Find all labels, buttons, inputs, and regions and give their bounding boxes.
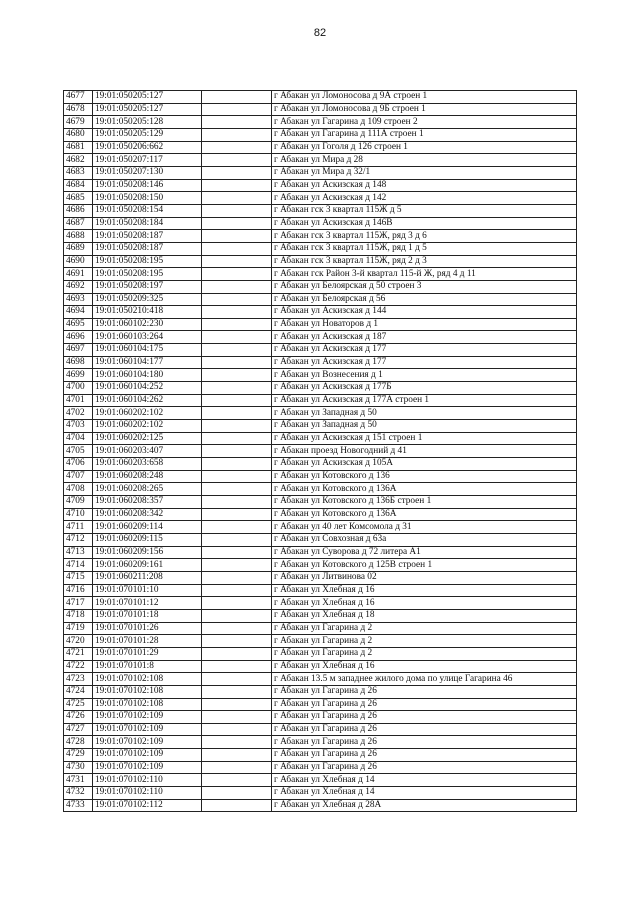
- table-row: [64, 204, 577, 217]
- empty-cell: [202, 711, 272, 724]
- empty-cell: [202, 571, 272, 584]
- cadastral-number-cell: 19:01:070102:109: [93, 736, 202, 749]
- table-row: [64, 647, 577, 660]
- empty-cell: [202, 761, 272, 774]
- empty-cell: [202, 584, 272, 597]
- empty-cell: [202, 787, 272, 800]
- address-cell: г Абакан гск 3 квартал 115Ж д 5: [272, 204, 577, 217]
- row-number-cell: 4714: [64, 559, 93, 572]
- row-number-cell: 4727: [64, 723, 93, 736]
- address-cell: г Абакан ул Аскизская д 148: [272, 179, 577, 192]
- cadastral-number-cell: 19:01:070102:109: [93, 761, 202, 774]
- empty-cell: [202, 420, 272, 433]
- row-number-cell: 4718: [64, 609, 93, 622]
- row-number-cell: 4732: [64, 787, 93, 800]
- empty-cell: [202, 609, 272, 622]
- empty-cell: [202, 356, 272, 369]
- cadastral-number-cell: 19:01:050207:130: [93, 166, 202, 179]
- table-row: [64, 749, 577, 762]
- row-number-cell: 4719: [64, 622, 93, 635]
- cadastral-number-cell: 19:01:070101:26: [93, 622, 202, 635]
- empty-cell: [202, 660, 272, 673]
- empty-cell: [202, 698, 272, 711]
- table-row: [64, 331, 577, 344]
- table-row: [64, 116, 577, 129]
- address-cell: г Абакан ул Аскизская д 177А строен 1: [272, 394, 577, 407]
- address-cell: г Абакан ул Ломоносова д 9Б строен 1: [272, 103, 577, 116]
- cadastral-number-cell: 19:01:060209:114: [93, 521, 202, 534]
- table-row: [64, 420, 577, 433]
- empty-cell: [202, 293, 272, 306]
- cadastral-number-cell: 19:01:050205:127: [93, 103, 202, 116]
- address-cell: г Абакан гск 3 квартал 115Ж, ряд 2 д 3: [272, 255, 577, 268]
- row-number-cell: 4702: [64, 407, 93, 420]
- row-number-cell: 4715: [64, 571, 93, 584]
- cadastral-number-cell: 19:01:050205:127: [93, 91, 202, 104]
- address-cell: г Абакан ул Суворова д 72 литера А1: [272, 546, 577, 559]
- table-row: [64, 660, 577, 673]
- cadastral-number-cell: 19:01:050208:154: [93, 204, 202, 217]
- address-cell: г Абакан ул Гагарина д 26: [272, 723, 577, 736]
- row-number-cell: 4678: [64, 103, 93, 116]
- table-row: [64, 483, 577, 496]
- table-row: [64, 179, 577, 192]
- empty-cell: [202, 230, 272, 243]
- empty-cell: [202, 280, 272, 293]
- table-row: [64, 508, 577, 521]
- address-cell: г Абакан ул Белоярская д 50 строен 3: [272, 280, 577, 293]
- address-cell: г Абакан ул Аскизская д 105А: [272, 458, 577, 471]
- cadastral-number-cell: 19:01:050208:184: [93, 217, 202, 230]
- cadastral-number-cell: 19:01:070101:10: [93, 584, 202, 597]
- address-cell: г Абакан ул Гагарина д 2: [272, 647, 577, 660]
- empty-cell: [202, 255, 272, 268]
- row-number-cell: 4680: [64, 128, 93, 141]
- address-cell: г Абакан ул Гагарина д 111А строен 1: [272, 128, 577, 141]
- row-number-cell: 4694: [64, 306, 93, 319]
- empty-cell: [202, 546, 272, 559]
- empty-cell: [202, 166, 272, 179]
- address-cell: г Абакан ул Гоголя д 126 строен 1: [272, 141, 577, 154]
- cadastral-number-cell: 19:01:070101:8: [93, 660, 202, 673]
- table-row: [64, 559, 577, 572]
- empty-cell: [202, 635, 272, 648]
- empty-cell: [202, 306, 272, 319]
- empty-cell: [202, 723, 272, 736]
- cadastral-number-cell: 19:01:060104:177: [93, 356, 202, 369]
- row-number-cell: 4693: [64, 293, 93, 306]
- row-number-cell: 4710: [64, 508, 93, 521]
- empty-cell: [202, 470, 272, 483]
- empty-cell: [202, 432, 272, 445]
- address-cell: г Абакан ул Котовского д 136: [272, 470, 577, 483]
- table-row: [64, 166, 577, 179]
- cadastral-number-cell: 19:01:070102:108: [93, 685, 202, 698]
- cadastral-number-cell: 19:01:050207:117: [93, 154, 202, 167]
- cadastral-number-cell: 19:01:060104:262: [93, 394, 202, 407]
- address-cell: г Абакан ул Гагарина д 26: [272, 761, 577, 774]
- table-row: [64, 128, 577, 141]
- empty-cell: [202, 116, 272, 129]
- table-row: [64, 799, 577, 812]
- address-cell: г Абакан ул Гагарина д 26: [272, 711, 577, 724]
- cadastral-number-cell: 19:01:060203:658: [93, 458, 202, 471]
- row-number-cell: 4729: [64, 749, 93, 762]
- row-number-cell: 4723: [64, 673, 93, 686]
- cadastral-number-cell: 19:01:060104:252: [93, 382, 202, 395]
- cadastral-number-cell: 19:01:060103:264: [93, 331, 202, 344]
- address-cell: г Абакан ул Хлебная д 16: [272, 660, 577, 673]
- address-cell: г Абакан ул Котовского д 136А: [272, 508, 577, 521]
- address-cell: г Абакан ул Хлебная д 16: [272, 597, 577, 610]
- cadastral-number-cell: 19:01:060104:180: [93, 369, 202, 382]
- table-row: [64, 673, 577, 686]
- empty-cell: [202, 496, 272, 509]
- cadastral-number-cell: 19:01:050208:195: [93, 268, 202, 281]
- cadastral-number-cell: 19:01:070102:109: [93, 749, 202, 762]
- cadastral-number-cell: 19:01:060203:407: [93, 445, 202, 458]
- row-number-cell: 4726: [64, 711, 93, 724]
- registry-table-body: [64, 91, 577, 812]
- address-cell: г Абакан ул Вознесения д 1: [272, 369, 577, 382]
- cadastral-number-cell: 19:01:060208:357: [93, 496, 202, 509]
- row-number-cell: 4704: [64, 432, 93, 445]
- table-row: [64, 318, 577, 331]
- empty-cell: [202, 268, 272, 281]
- table-row: [64, 344, 577, 357]
- address-cell: г Абакан ул Хлебная д 18: [272, 609, 577, 622]
- table-row: [64, 635, 577, 648]
- address-cell: г Абакан ул Белоярская д 56: [272, 293, 577, 306]
- row-number-cell: 4689: [64, 242, 93, 255]
- empty-cell: [202, 774, 272, 787]
- cadastral-number-cell: 19:01:060208:342: [93, 508, 202, 521]
- empty-cell: [202, 647, 272, 660]
- empty-cell: [202, 622, 272, 635]
- cadastral-number-cell: 19:01:060209:161: [93, 559, 202, 572]
- table-row: [64, 533, 577, 546]
- cadastral-number-cell: 19:01:070102:109: [93, 711, 202, 724]
- table-row: [64, 356, 577, 369]
- cadastral-number-cell: 19:01:050208:195: [93, 255, 202, 268]
- row-number-cell: 4697: [64, 344, 93, 357]
- empty-cell: [202, 521, 272, 534]
- cadastral-number-cell: 19:01:070102:112: [93, 799, 202, 812]
- row-number-cell: 4684: [64, 179, 93, 192]
- row-number-cell: 4712: [64, 533, 93, 546]
- table-row: [64, 723, 577, 736]
- table-row: [64, 141, 577, 154]
- table-row: [64, 407, 577, 420]
- address-cell: г Абакан ул Мира д 28: [272, 154, 577, 167]
- address-cell: г Абакан ул Мира д 32/1: [272, 166, 577, 179]
- row-number-cell: 4709: [64, 496, 93, 509]
- cadastral-number-cell: 19:01:050208:187: [93, 230, 202, 243]
- table-row: [64, 685, 577, 698]
- table-row: [64, 268, 577, 281]
- address-cell: г Абакан проезд Новогодний д 41: [272, 445, 577, 458]
- address-cell: г Абакан ул Новаторов д 1: [272, 318, 577, 331]
- table-row: [64, 571, 577, 584]
- row-number-cell: 4699: [64, 369, 93, 382]
- address-cell: г Абакан гск 3 квартал 115Ж, ряд 1 д 5: [272, 242, 577, 255]
- cadastral-number-cell: 19:01:070101:28: [93, 635, 202, 648]
- address-cell: г Абакан ул Хлебная д 14: [272, 774, 577, 787]
- row-number-cell: 4708: [64, 483, 93, 496]
- row-number-cell: 4706: [64, 458, 93, 471]
- row-number-cell: 4683: [64, 166, 93, 179]
- cadastral-number-cell: 19:01:060102:230: [93, 318, 202, 331]
- address-cell: г Абакан ул Котовского д 125В строен 1: [272, 559, 577, 572]
- address-cell: г Абакан ул Аскизская д 177: [272, 356, 577, 369]
- cadastral-number-cell: 19:01:070102:109: [93, 723, 202, 736]
- table-row: [64, 711, 577, 724]
- empty-cell: [202, 128, 272, 141]
- empty-cell: [202, 508, 272, 521]
- row-number-cell: 4687: [64, 217, 93, 230]
- row-number-cell: 4716: [64, 584, 93, 597]
- row-number-cell: 4705: [64, 445, 93, 458]
- row-number-cell: 4692: [64, 280, 93, 293]
- address-cell: г Абакан ул Ломоносова д 9А строен 1: [272, 91, 577, 104]
- table-row: [64, 230, 577, 243]
- empty-cell: [202, 394, 272, 407]
- page-number: 82: [313, 27, 327, 39]
- table-row: [64, 293, 577, 306]
- row-number-cell: 4721: [64, 647, 93, 660]
- address-cell: г Абакан ул Западная д 50: [272, 420, 577, 433]
- address-cell: г Абакан ул Гагарина д 2: [272, 622, 577, 635]
- table-row: [64, 103, 577, 116]
- table-row: [64, 306, 577, 319]
- cadastral-number-cell: 19:01:060208:248: [93, 470, 202, 483]
- empty-cell: [202, 799, 272, 812]
- row-number-cell: 4681: [64, 141, 93, 154]
- empty-cell: [202, 458, 272, 471]
- empty-cell: [202, 483, 272, 496]
- empty-cell: [202, 673, 272, 686]
- table-row: [64, 458, 577, 471]
- empty-cell: [202, 369, 272, 382]
- row-number-cell: 4688: [64, 230, 93, 243]
- address-cell: г Абакан 13.5 м западнее жилого дома по улице Гагарина 46: [272, 673, 577, 686]
- address-cell: г Абакан ул Совхозная д 63а: [272, 533, 577, 546]
- address-cell: г Абакан ул Котовского д 136Б строен 1: [272, 496, 577, 509]
- row-number-cell: 4707: [64, 470, 93, 483]
- table-row: [64, 192, 577, 205]
- registry-table: [63, 90, 577, 812]
- address-cell: г Абакан гск 3 квартал 115Ж, ряд 3 д 6: [272, 230, 577, 243]
- empty-cell: [202, 331, 272, 344]
- empty-cell: [202, 736, 272, 749]
- table-row: [64, 622, 577, 635]
- table-row: [64, 496, 577, 509]
- table-row: [64, 584, 577, 597]
- empty-cell: [202, 141, 272, 154]
- row-number-cell: 4713: [64, 546, 93, 559]
- cadastral-number-cell: 19:01:060208:265: [93, 483, 202, 496]
- row-number-cell: 4685: [64, 192, 93, 205]
- address-cell: г Абакан ул Котовского д 136А: [272, 483, 577, 496]
- address-cell: г Абакан ул Аскизская д 151 строен 1: [272, 432, 577, 445]
- empty-cell: [202, 685, 272, 698]
- cadastral-number-cell: 19:01:060211:208: [93, 571, 202, 584]
- table-row: [64, 91, 577, 104]
- address-cell: г Абакан ул Гагарина д 109 строен 2: [272, 116, 577, 129]
- empty-cell: [202, 204, 272, 217]
- address-cell: г Абакан ул Хлебная д 28А: [272, 799, 577, 812]
- empty-cell: [202, 179, 272, 192]
- empty-cell: [202, 217, 272, 230]
- cadastral-number-cell: 19:01:060202:125: [93, 432, 202, 445]
- table-row: [64, 217, 577, 230]
- cadastral-number-cell: 19:01:050210:418: [93, 306, 202, 319]
- row-number-cell: 4698: [64, 356, 93, 369]
- address-cell: г Абакан гск Район 3-й квартал 115-й Ж, ряд 4 д 11: [272, 268, 577, 281]
- row-number-cell: 4720: [64, 635, 93, 648]
- table-row: [64, 432, 577, 445]
- cadastral-number-cell: 19:01:050208:146: [93, 179, 202, 192]
- cadastral-number-cell: 19:01:060202:102: [93, 407, 202, 420]
- row-number-cell: 4700: [64, 382, 93, 395]
- address-cell: г Абакан ул Хлебная д 14: [272, 787, 577, 800]
- row-number-cell: 4728: [64, 736, 93, 749]
- cadastral-number-cell: 19:01:050208:150: [93, 192, 202, 205]
- cadastral-number-cell: 19:01:060202:102: [93, 420, 202, 433]
- cadastral-number-cell: 19:01:050205:128: [93, 116, 202, 129]
- address-cell: г Абакан ул Аскизская д 177Б: [272, 382, 577, 395]
- table-row: [64, 521, 577, 534]
- table-row: [64, 597, 577, 610]
- empty-cell: [202, 242, 272, 255]
- table-row: [64, 255, 577, 268]
- empty-cell: [202, 192, 272, 205]
- cadastral-number-cell: 19:01:070102:108: [93, 673, 202, 686]
- empty-cell: [202, 445, 272, 458]
- row-number-cell: 4711: [64, 521, 93, 534]
- row-number-cell: 4722: [64, 660, 93, 673]
- row-number-cell: 4725: [64, 698, 93, 711]
- cadastral-number-cell: 19:01:060104:175: [93, 344, 202, 357]
- table-row: [64, 445, 577, 458]
- address-cell: г Абакан ул Аскизская д 144: [272, 306, 577, 319]
- empty-cell: [202, 344, 272, 357]
- table-row: [64, 698, 577, 711]
- empty-cell: [202, 533, 272, 546]
- row-number-cell: 4690: [64, 255, 93, 268]
- row-number-cell: 4695: [64, 318, 93, 331]
- empty-cell: [202, 103, 272, 116]
- table-row: [64, 382, 577, 395]
- row-number-cell: 4691: [64, 268, 93, 281]
- row-number-cell: 4703: [64, 420, 93, 433]
- address-cell: г Абакан ул Западная д 50: [272, 407, 577, 420]
- row-number-cell: 4686: [64, 204, 93, 217]
- cadastral-number-cell: 19:01:050209:325: [93, 293, 202, 306]
- address-cell: г Абакан ул Аскизская д 142: [272, 192, 577, 205]
- address-cell: г Абакан ул Хлебная д 16: [272, 584, 577, 597]
- row-number-cell: 4679: [64, 116, 93, 129]
- address-cell: г Абакан ул Литвинова 02: [272, 571, 577, 584]
- row-number-cell: 4731: [64, 774, 93, 787]
- empty-cell: [202, 91, 272, 104]
- empty-cell: [202, 382, 272, 395]
- empty-cell: [202, 318, 272, 331]
- row-number-cell: 4733: [64, 799, 93, 812]
- table-row: [64, 154, 577, 167]
- row-number-cell: 4677: [64, 91, 93, 104]
- address-cell: г Абакан ул Гагарина д 26: [272, 736, 577, 749]
- table-row: [64, 280, 577, 293]
- empty-cell: [202, 154, 272, 167]
- cadastral-number-cell: 19:01:070102:110: [93, 774, 202, 787]
- table-row: [64, 546, 577, 559]
- cadastral-number-cell: 19:01:060209:115: [93, 533, 202, 546]
- row-number-cell: 4717: [64, 597, 93, 610]
- table-row: [64, 736, 577, 749]
- cadastral-number-cell: 19:01:070101:29: [93, 647, 202, 660]
- table-row: [64, 470, 577, 483]
- table-row: [64, 787, 577, 800]
- row-number-cell: 4682: [64, 154, 93, 167]
- table-row: [64, 774, 577, 787]
- empty-cell: [202, 749, 272, 762]
- address-cell: г Абакан ул Гагарина д 26: [272, 685, 577, 698]
- cadastral-number-cell: 19:01:060209:156: [93, 546, 202, 559]
- table-row: [64, 394, 577, 407]
- address-cell: г Абакан ул Аскизская д 187: [272, 331, 577, 344]
- table-row: [64, 242, 577, 255]
- cadastral-number-cell: 19:01:070101:12: [93, 597, 202, 610]
- cadastral-number-cell: 19:01:070102:108: [93, 698, 202, 711]
- empty-cell: [202, 559, 272, 572]
- row-number-cell: 4696: [64, 331, 93, 344]
- address-cell: г Абакан ул 40 лет Комсомола д 31: [272, 521, 577, 534]
- cadastral-number-cell: 19:01:050205:129: [93, 128, 202, 141]
- cadastral-number-cell: 19:01:070101:18: [93, 609, 202, 622]
- table-row: [64, 369, 577, 382]
- row-number-cell: 4724: [64, 685, 93, 698]
- address-cell: г Абакан ул Гагарина д 26: [272, 698, 577, 711]
- empty-cell: [202, 407, 272, 420]
- empty-cell: [202, 597, 272, 610]
- table-row: [64, 609, 577, 622]
- cadastral-number-cell: 19:01:050208:197: [93, 280, 202, 293]
- address-cell: г Абакан ул Гагарина д 2: [272, 635, 577, 648]
- table-row: [64, 761, 577, 774]
- address-cell: г Абакан ул Гагарина д 26: [272, 749, 577, 762]
- cadastral-number-cell: 19:01:070102:110: [93, 787, 202, 800]
- cadastral-number-cell: 19:01:050206:662: [93, 141, 202, 154]
- cadastral-number-cell: 19:01:050208:187: [93, 242, 202, 255]
- row-number-cell: 4701: [64, 394, 93, 407]
- address-cell: г Абакан ул Аскизская д 177: [272, 344, 577, 357]
- row-number-cell: 4730: [64, 761, 93, 774]
- address-cell: г Абакан ул Аскизская д 146В: [272, 217, 577, 230]
